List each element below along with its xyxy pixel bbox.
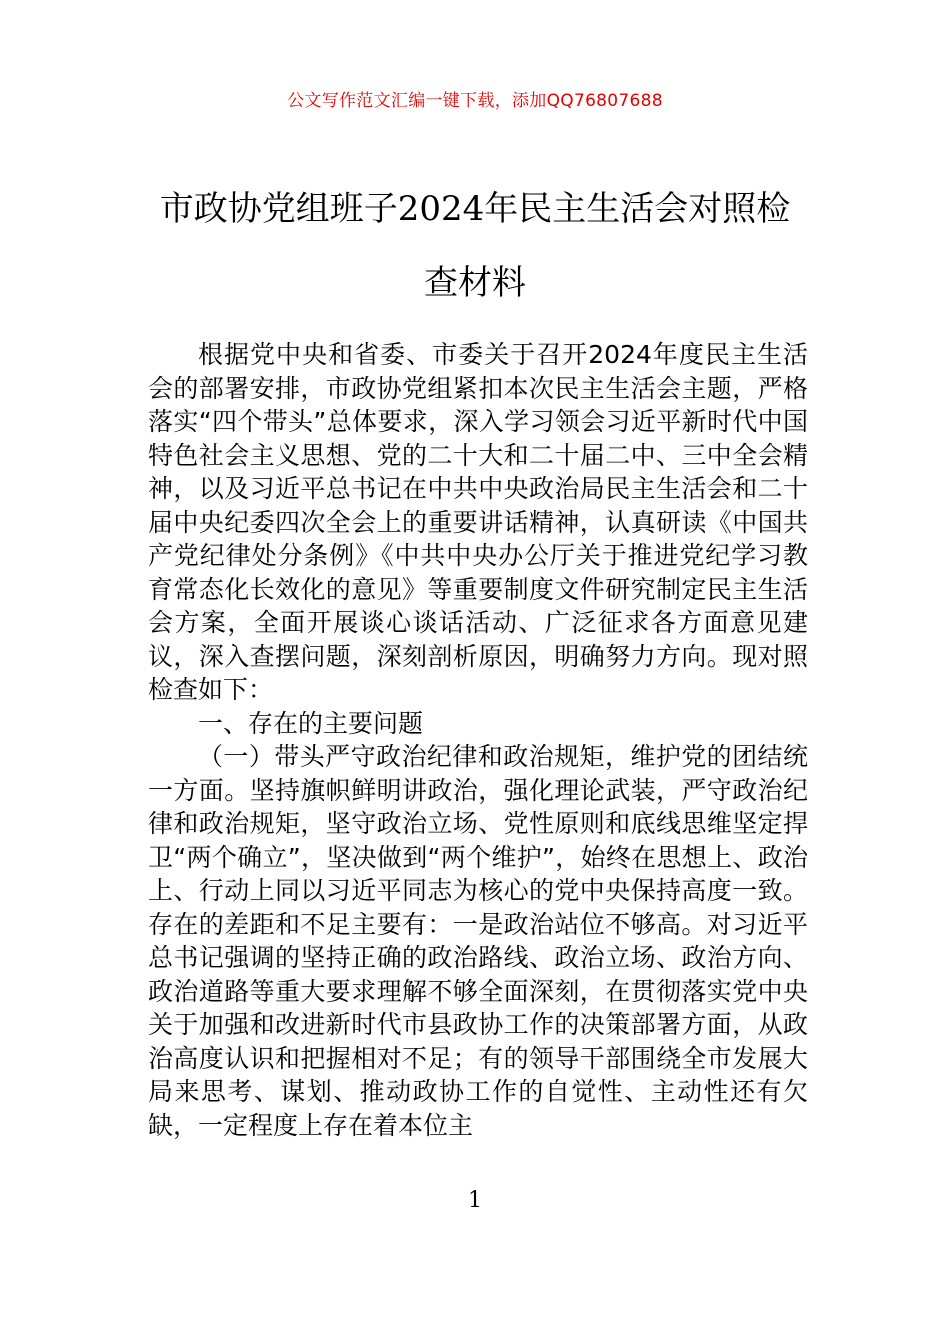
document-title: [0, 172, 950, 320]
title-line-1: 市政协党组班子2024年民主生活会对照检: [159, 189, 791, 229]
download-banner: 公文写作范文汇编一键下载，添加QQ76807688: [287, 91, 663, 111]
section-heading: 一、存在的主要问题: [198, 708, 424, 738]
subsection-paragraph: （一）带头严守政治纪律和政治规矩，维护党的团结统一方面。坚持旗帜鲜明讲政治，强化理论武装，严守政治纪律和政治规矩，坚守政治立场、党性原则和底线思维坚定捍卫“两个确立”，坚决做到“两个维护”，始终在思想上、政治上、行动上同以习近平同志为核心的党中央保持高度一致。存在的差距和不足主要有：一是政治站位不够高。对习近平总书记强调的坚持正确的政治路线、政治立场、政治方向、政治道路等重大要求理解不够全面深刻，在贯彻落实党中央关于加强和改进新时代市县政协工作的决策部署方面，从政治高度认识和把握相对不足；有的领导干部围绕全市发展大局来思考、谋划、推动政协工作的自觉性、主动性还有欠缺，一定程度上存在着本位主: [148, 742, 808, 1140]
document-body: [148, 338, 808, 1142]
page-number: 1: [468, 1188, 482, 1213]
intro-paragraph: 根据党中央和省委、市委关于召开2024年度民主生活会的部署安排，市政协党组紧扣本次民主生活会主题，严格落实“四个带头”总体要求，深入学习领会习近平新时代中国特色社会主义思想、党的二十大和二十届二中、三中全会精神，以及习近平总书记在中共中央政治局民主生活会和二十届中央纪委四次全会上的重要讲话精神，认真研读《中国共产党纪律处分条例》《中共中央办公厅关于推进党纪学习教育常态化长效化的意见》等重要制度文件研究制定民主生活会方案，全面开展谈心谈话活动、广泛征求各方面意见建议，深入查摆问题，深刻剖析原因，明确努力方向。现对照检查如下：: [148, 340, 808, 704]
title-line-2: 查材料: [424, 263, 526, 303]
